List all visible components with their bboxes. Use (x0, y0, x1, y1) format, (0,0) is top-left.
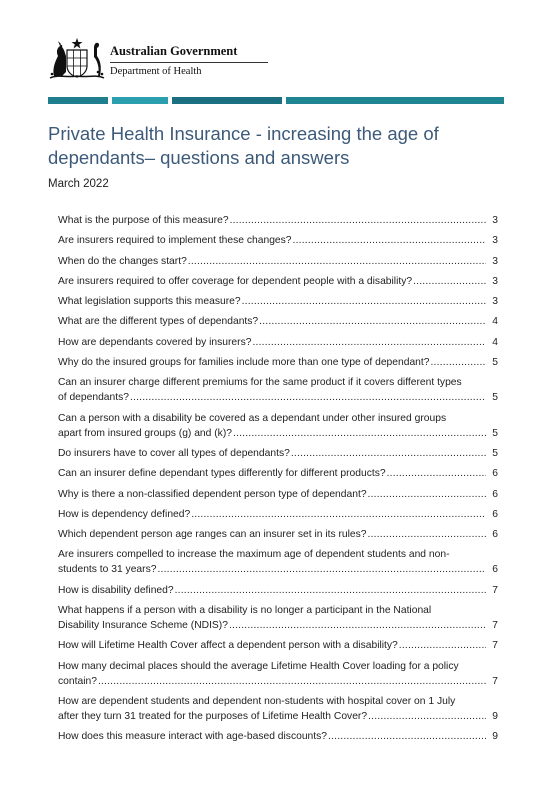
toc-leader-dots (233, 426, 486, 441)
band-segment (172, 97, 282, 104)
header-colour-band (48, 97, 504, 104)
toc-line (58, 335, 498, 350)
toc-page-number: 6 (492, 468, 498, 480)
toc-leader-dots (368, 487, 486, 502)
toc-entry[interactable] (58, 254, 498, 269)
toc-leader-dots (328, 729, 486, 744)
toc-page-number: 9 (492, 731, 498, 743)
toc-entry[interactable] (58, 638, 498, 653)
toc-leader-dots (230, 213, 486, 228)
toc-entry-text: How are dependent students and dependent non-students with hospital cover on 1 July (58, 695, 456, 707)
toc-entry[interactable] (58, 603, 498, 633)
toc-entry[interactable] (58, 355, 498, 370)
toc-leader-dots (242, 294, 486, 309)
toc-leader-dots (293, 233, 486, 248)
toc-page-number: 7 (492, 620, 498, 632)
toc-page-number: 6 (492, 488, 498, 500)
toc-entry-text: How many decimal places should the average Lifetime Health Cover loading for a policy (58, 660, 459, 672)
toc-leader-dots (431, 355, 487, 370)
document-title: Private Health Insurance - increasing the age of dependants– questions and answers (48, 123, 439, 168)
toc-entry[interactable] (58, 527, 498, 542)
toc-leader-dots (175, 583, 486, 598)
toc-entry-text: after they turn 31 treated for the purposes of Lifetime Health Cover? (58, 710, 368, 722)
toc-entry-text: Disability Insurance Scheme (NDIS)? (58, 620, 228, 632)
page-header (48, 36, 348, 82)
band-segment (286, 97, 504, 104)
toc-entry-text: contain? (58, 675, 97, 687)
toc-entry-text: apart from insured groups (g) and (k)? (58, 427, 232, 439)
toc-line (58, 314, 498, 329)
toc-page-number: 5 (492, 357, 498, 369)
toc-entry[interactable] (58, 314, 498, 329)
toc-leader-dots (413, 274, 486, 289)
toc-page-number: 3 (492, 296, 498, 308)
toc-line (58, 375, 498, 390)
toc-leader-dots (157, 562, 486, 577)
toc-line (58, 274, 498, 289)
toc-line (58, 466, 498, 481)
toc-line (58, 562, 498, 577)
organisation-block (110, 44, 268, 77)
toc-line (58, 426, 498, 441)
toc-line (58, 233, 498, 248)
toc-leader-dots (259, 314, 486, 329)
toc-entry-text: When do the changes start? (58, 255, 187, 267)
toc-entry-text: What happens if a person with a disability is no longer a participant in the National (58, 605, 432, 617)
toc-entry-text: How does this measure interact with age-based discounts? (58, 731, 328, 743)
toc-line (58, 547, 498, 562)
toc-page-number: 6 (492, 529, 498, 541)
toc-leader-dots (387, 466, 486, 481)
toc-entry-text: Which dependent person age ranges can an insurer set in its rules? (58, 529, 367, 541)
toc-page-number: 6 (492, 564, 498, 576)
toc-entry-text: of dependants? (58, 392, 129, 404)
toc-page-number: 7 (492, 584, 498, 596)
toc-page-number: 4 (492, 336, 498, 348)
toc-page-number: 5 (492, 447, 498, 459)
toc-entry[interactable] (58, 583, 498, 598)
document-date: March 2022 (48, 178, 109, 190)
toc-entry[interactable] (58, 487, 498, 502)
toc-leader-dots (191, 507, 486, 522)
toc-entry-text: Are insurers compelled to increase the maximum age of dependent students and non- (58, 549, 450, 561)
toc-entry-text: Why do the insured groups for families include more than one type of dependant? (58, 357, 430, 369)
toc-leader-dots (399, 638, 486, 653)
toc-line (58, 446, 498, 461)
toc-leader-dots (98, 674, 486, 689)
toc-entry[interactable] (58, 375, 498, 405)
toc-entry[interactable] (58, 507, 498, 522)
toc-entry-text: Do insurers have to cover all types of dependants? (58, 447, 290, 459)
toc-entry[interactable] (58, 274, 498, 289)
toc-leader-dots (188, 254, 486, 269)
org-name: Australian Government (110, 44, 238, 58)
toc-entry[interactable] (58, 694, 498, 724)
toc-page-number: 7 (492, 640, 498, 652)
toc-entry[interactable] (58, 233, 498, 248)
toc-line (58, 355, 498, 370)
coat-of-arms-icon (48, 36, 106, 80)
toc-line (58, 411, 498, 426)
table-of-contents (58, 213, 498, 750)
toc-entry-text: How is dependency defined? (58, 508, 191, 520)
toc-entry[interactable] (58, 446, 498, 461)
toc-line (58, 674, 498, 689)
toc-page-number: 9 (492, 710, 498, 722)
toc-entry-text: students to 31 years? (58, 564, 157, 576)
toc-entry[interactable] (58, 547, 498, 577)
toc-entry-text: How will Lifetime Health Cover affect a dependent person with a disability? (58, 640, 398, 652)
toc-entry-text: How are dependants covered by insurers? (58, 336, 252, 348)
toc-line (58, 294, 498, 309)
toc-entry-text: What is the purpose of this measure? (58, 215, 229, 226)
toc-entry[interactable] (58, 213, 498, 228)
toc-entry[interactable] (58, 411, 498, 441)
toc-entry[interactable] (58, 335, 498, 350)
toc-line (58, 659, 498, 674)
toc-entry-text: What legislation supports this measure? (58, 296, 241, 308)
toc-entry[interactable] (58, 659, 498, 689)
toc-entry-text: Why is there a non-classified dependent person type of dependant? (58, 488, 367, 500)
toc-line (58, 694, 498, 709)
toc-entry-text: Can an insurer define dependant types differently for different products? (58, 468, 386, 480)
toc-entry[interactable] (58, 729, 498, 744)
toc-line (58, 638, 498, 653)
toc-entry-text: Can an insurer charge different premiums for the same product if it covers different types (58, 377, 462, 389)
toc-line (58, 527, 498, 542)
toc-line (58, 583, 498, 598)
toc-entry-text: Are insurers required to offer coverage for dependent people with a disability? (58, 275, 413, 287)
toc-entry[interactable] (58, 466, 498, 481)
toc-leader-dots (368, 527, 486, 542)
toc-leader-dots (130, 390, 486, 405)
toc-page-number: 5 (492, 392, 498, 404)
toc-page-number: 3 (492, 275, 498, 287)
toc-entry[interactable] (58, 294, 498, 309)
toc-page-number: 7 (492, 675, 498, 687)
toc-page-number: 3 (492, 215, 498, 226)
toc-entry-text: Are insurers required to implement these changes? (58, 235, 292, 247)
toc-line (58, 390, 498, 405)
toc-line (58, 618, 498, 633)
toc-line (58, 254, 498, 269)
toc-page-number: 4 (492, 316, 498, 328)
band-segment (48, 97, 108, 104)
toc-page-number: 3 (492, 235, 498, 247)
org-divider (110, 62, 268, 63)
toc-line (58, 487, 498, 502)
toc-line (58, 213, 498, 228)
toc-line (58, 709, 498, 724)
toc-entry-text: Can a person with a disability be covered as a dependant under other insured groups (58, 412, 447, 424)
toc-page-number: 6 (492, 508, 498, 520)
toc-leader-dots (229, 618, 486, 633)
toc-entry-text: How is disability defined? (58, 584, 174, 596)
department-name: Department of Health (110, 66, 202, 77)
toc-leader-dots (368, 709, 486, 724)
toc-leader-dots (252, 335, 486, 350)
toc-leader-dots (291, 446, 486, 461)
toc-page-number: 3 (492, 255, 498, 267)
toc-line (58, 729, 498, 744)
toc-entry-text: What are the different types of dependants? (58, 316, 259, 328)
toc-line (58, 603, 498, 618)
toc-line (58, 507, 498, 522)
band-segment (112, 97, 168, 104)
toc-page-number: 5 (492, 427, 498, 439)
